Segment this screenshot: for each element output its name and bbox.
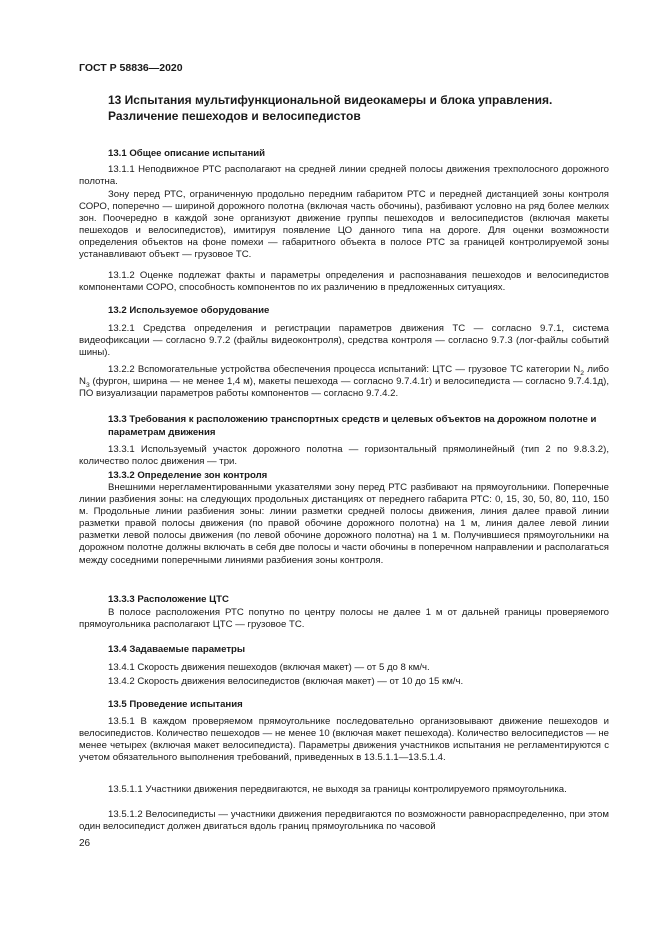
paragraph-13-4-1: 13.4.1 Скорость движения пешеходов (включая макет) — от 5 до 8 км/ч.: [108, 662, 430, 673]
subsection-13-4-title: 13.4 Задаваемые параметры: [108, 644, 246, 655]
subsection-13-1-title: 13.1 Общее описание испытаний: [108, 148, 266, 159]
paragraph-13-1-2: 13.1.2 Оценке подлежат факты и параметры определения и распознавания пешеходов и велосипедистов компонентами СОРО, способность компонентов по их различению в предложенных ситуациях.: [79, 270, 609, 294]
subsection-13-3-3-title: 13.3.3 Расположение ЦТС: [108, 594, 229, 605]
paragraph-13-3-1: 13.3.1 Используемый участок дорожного полотна — горизонтальный прямолинейный (тип 2 по 9.8.3.2), количество полос движения — три.: [79, 444, 609, 468]
paragraph-13-1-zone: Зону перед РТС, ограниченную продольно передним габаритом РТС и передней дистанцией зоны контроля СОРО, поперечно — шириной дорожного полотна (включая часть обочины), разбивают условно на ряд более мелких зон. Поочередно в каждой зоне организуют движение группы пешеходов и велосипедистов (включая макеты пешеходов и велосипедистов), имитируя появление ЦО данного типа на дороге. Для оценки возможности определения объектов на фоне помехи — габаритного объекта в полосе РТС за границей контролируемой зоны устанавливают объект — грузовое ТС.: [79, 189, 609, 261]
paragraph-13-4-2: 13.4.2 Скорость движения велосипедистов (включая макет) — от 10 до 15 км/ч.: [108, 676, 464, 687]
paragraph-13-5-1-1: 13.5.1.1 Участники движения передвигаются, не выходя за границы контролируемого прямоугольника.: [108, 784, 567, 795]
paragraph-13-5-1-2: 13.5.1.2 Велосипедисты — участники движения передвигаются по возможности равнораспределенно, при этом один велосипедист должен двигаться вдоль границ прямоугольника по часовой: [79, 809, 609, 833]
paragraph-13-3-3: В полосе расположения РТС попутно по центру полосы не далее 1 м от дальней границы проверяемого прямоугольника располагают ЦТС — грузовое ТС.: [79, 607, 609, 631]
subsection-13-2-title: 13.2 Используемое оборудование: [108, 305, 270, 316]
subsection-13-5-title: 13.5 Проведение испытания: [108, 699, 243, 710]
subsection-13-3-title: 13.3 Требования к расположению транспортных средств и целевых объектов на дорожном полотне и параметрам движения: [108, 414, 597, 438]
paragraph-13-1-1: 13.1.1 Неподвижное РТС располагают на средней линии средней полосы движения трехполосного дорожного полотна.: [79, 164, 609, 188]
subsection-13-3-2-title: 13.3.2 Определение зон контроля: [108, 470, 268, 481]
paragraph-13-5-1: 13.5.1 В каждом проверяемом прямоугольнике последовательно организовывают движение пешеходов и велосипедистов. Количество пешеходов — не менее 10 (включая макет пешехода). Количество велосипедистов — не менее четырех (включая макет велосипедиста). Параметры движения участников испытания не регламентируются с учетом обязательного выполнения требований, приведенных в 13.5.1.1—13.5.1.4.: [79, 716, 609, 764]
page-number: 26: [79, 838, 91, 849]
paragraph-13-3-2: Внешними нерегламентированными указателями зону перед РТС разбивают на прямоугольники. Поперечные линии разбиения зоны: на следующих продольных дистанциях от переднего габарита РТС: 0, 15, 30, 50, 80, 110, 150 м. Продольные линии разбиения зоны: линии разметки средней полосы движения, линия далее правой линии разметки правой полосы движения (по правой обочине дорожного полотна) на 1 м, линия далее левой линии разметки левой полосы движения (по левой обочине дорожного полотна) на 1 м. Получившиеся прямоугольники на дорожном полотне должны включать в себя две полосы и части обочины в поперечном направлении и располагаться между соседними поперечными линиями разбиения зоны контроля.: [79, 482, 609, 566]
paragraph-13-2-2: 13.2.2 Вспомогательные устройства обеспечения процесса испытаний: ЦТС — грузовое ТС категории $N_2$ либо $N_3$ (фургон, ширина — не менее 1,4 м), макеты пешехода — согласно 9.7.4.1г) и велосипедиста — согласно 9.7.4.1д), ПО визуализации параметров работы компонентов — согласно 9.7.4.2.: [79, 364, 610, 400]
document-header: ГОСТ Р 58836—2020: [79, 62, 183, 74]
paragraph-13-2-1: 13.2.1 Средства определения и регистрации параметров движения ТС — согласно 9.7.1, система видеофиксации — согласно 9.7.2 (файлы видеоконтроля), средства контроля — согласно 9.7.3 (лог-файлы событий шины).: [79, 323, 609, 359]
section-title: 13 Испытания мультифункциональной видеокамеры и блока управления. Различение пешеходов и велосипедистов: [108, 93, 553, 123]
